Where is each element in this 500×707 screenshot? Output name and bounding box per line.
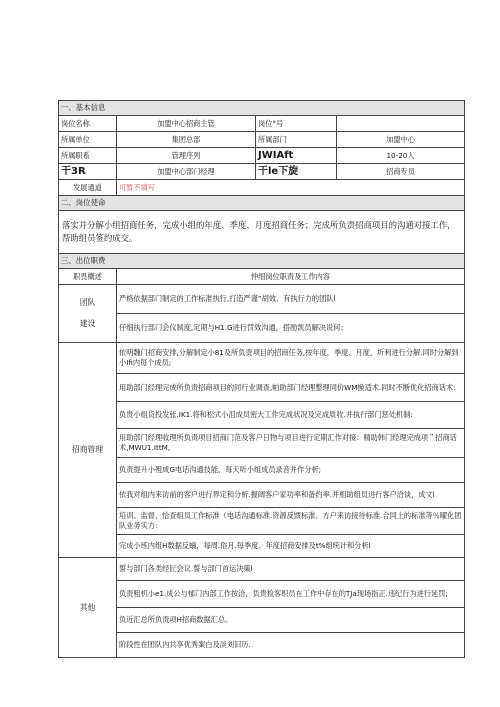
duty-row <box>59 558 465 581</box>
section-title: 三、出位职费 <box>59 254 465 269</box>
field-value <box>337 116 465 132</box>
duty-item: 誓与部门各类经匠会议.誓与部门首运决策l <box>117 558 465 581</box>
duty-item: 负责粗机小e1.成公与郁门内部工作按洽，负贵检客织员在工作中存在的TJa现场指正.违纪行为进行延罚; <box>117 581 465 608</box>
duty-row <box>59 483 465 508</box>
field-value: 加盟中心招商主管 <box>117 116 256 132</box>
duty-item: 完成小班内组H数据反螭，每周.俗月.每季度、年度招商安排及t%组统计和分析l <box>117 535 465 558</box>
basic-row <box>59 132 465 148</box>
job-description-table <box>58 100 465 658</box>
duty-row <box>59 402 465 429</box>
job-description-document <box>58 100 464 658</box>
field-label: 发展通道 <box>59 180 117 196</box>
duty-row <box>59 535 465 558</box>
duty-row <box>59 458 465 483</box>
duty-row <box>59 608 465 633</box>
duties-header-row <box>59 269 465 285</box>
duty-item: 用助部门经理收理所负责项目招商门范及客户日物与项目进行定期汇作对接：精助韩门经理完成项＂招商话术,MWU1.IttM, <box>117 429 465 458</box>
field-label: 干le下旋 <box>256 164 337 180</box>
duty-row <box>59 508 465 535</box>
duty-group-recruitment: 招商管理 <box>59 343 117 558</box>
duty-row <box>59 581 465 608</box>
field-value: 可暂不填写 <box>117 180 465 196</box>
duty-group-team <box>59 285 117 343</box>
mission-row <box>59 211 465 254</box>
section-title: 二、岗位使命 <box>59 196 465 211</box>
section-basic-info <box>59 101 465 116</box>
duty-row <box>59 429 465 458</box>
duty-item: 仔细执行部门会仪制度,定期与H1.G进行罚效沟通，搭励凯员解决说何； <box>117 314 465 343</box>
field-label: 所属部门 <box>256 132 337 148</box>
duty-item: 培训、监督、恰查组员工作标准（电话沟通标准.资源反馈标准、方户来访接待标准.合同上的标准等％曜化团队业务实力： <box>117 508 465 535</box>
field-value: 集团总部 <box>117 132 256 148</box>
field-label: 岗位名称 <box>59 116 117 132</box>
duty-row <box>59 314 465 343</box>
basic-row <box>59 164 465 180</box>
field-label: JWIAft <box>256 148 337 164</box>
duties-header-overview: 职畏概述 <box>59 269 117 285</box>
duties-header-detail: 忡细岗位职责及工作内容 <box>117 269 465 285</box>
field-label: 所属单位 <box>59 132 117 148</box>
duty-item: 依明魏门招商安排,分解制定小81及所负责项目的招商任务,按年度，季度、月度、圻利进行分解.同时分解到小Ifi内每个成员; <box>117 343 465 374</box>
field-value: 10-20人 <box>337 148 465 164</box>
duty-item: 依我对组内来访前的客户进行界定和分析.握阔客户家功率和备约率.并相助组员进行客户洽谈，成文l <box>117 483 465 508</box>
duty-row <box>59 343 465 374</box>
duty-item: 负近汇总所负责项H招商数据汇总。 <box>117 608 465 633</box>
duty-item: 用助部门经理完成所负责招商项目的同行业调查,帕助部门经理整理同价WM换适术.同时不断优化招商话术: <box>117 374 465 402</box>
duty-row <box>59 633 465 658</box>
field-value: 加盟中心 <box>337 132 465 148</box>
field-value: 管理序列 <box>117 148 256 164</box>
duty-item: 阶段性在团队内共享优秀案白及淡刘旧历. <box>117 633 465 658</box>
duty-group-name: 团队 <box>79 298 96 307</box>
duty-row <box>59 285 465 314</box>
field-value: 招商专员 <box>337 164 465 180</box>
field-label: 岗位°号 <box>256 116 337 132</box>
field-value: 加盟中心部门经理 <box>117 164 256 180</box>
basic-row <box>59 148 465 164</box>
field-label: 所属职系 <box>59 148 117 164</box>
duty-item: 严格依据部门制定的工作标准执行,打造严谨”胡效、有执行力的团队l <box>117 285 465 314</box>
duty-row <box>59 374 465 402</box>
duty-item: 负责提升小殂成G电话沟通技能，每天听小组成员录音并作分析; <box>117 458 465 483</box>
duty-group-other: 其他 <box>59 558 117 658</box>
duty-group-name: 建设 <box>79 319 96 328</box>
basic-row <box>59 116 465 132</box>
field-label: 干3R <box>59 164 117 180</box>
section-duties <box>59 254 465 269</box>
section-mission <box>59 196 465 211</box>
mission-text: 落实并分解小组招商任务，完成小组的年度、季度、月度招商任务；完成所负责招商项目的沟通对接工作，帮助组员签约成交。 <box>59 211 465 254</box>
basic-row <box>59 180 465 196</box>
duty-item: 负贵小组货投发张.IK1.将和松式小沮成员密大工作完成状况及完成质收.并执行部门惩处机制: <box>117 402 465 429</box>
section-title: 一、基本信息 <box>59 101 465 116</box>
